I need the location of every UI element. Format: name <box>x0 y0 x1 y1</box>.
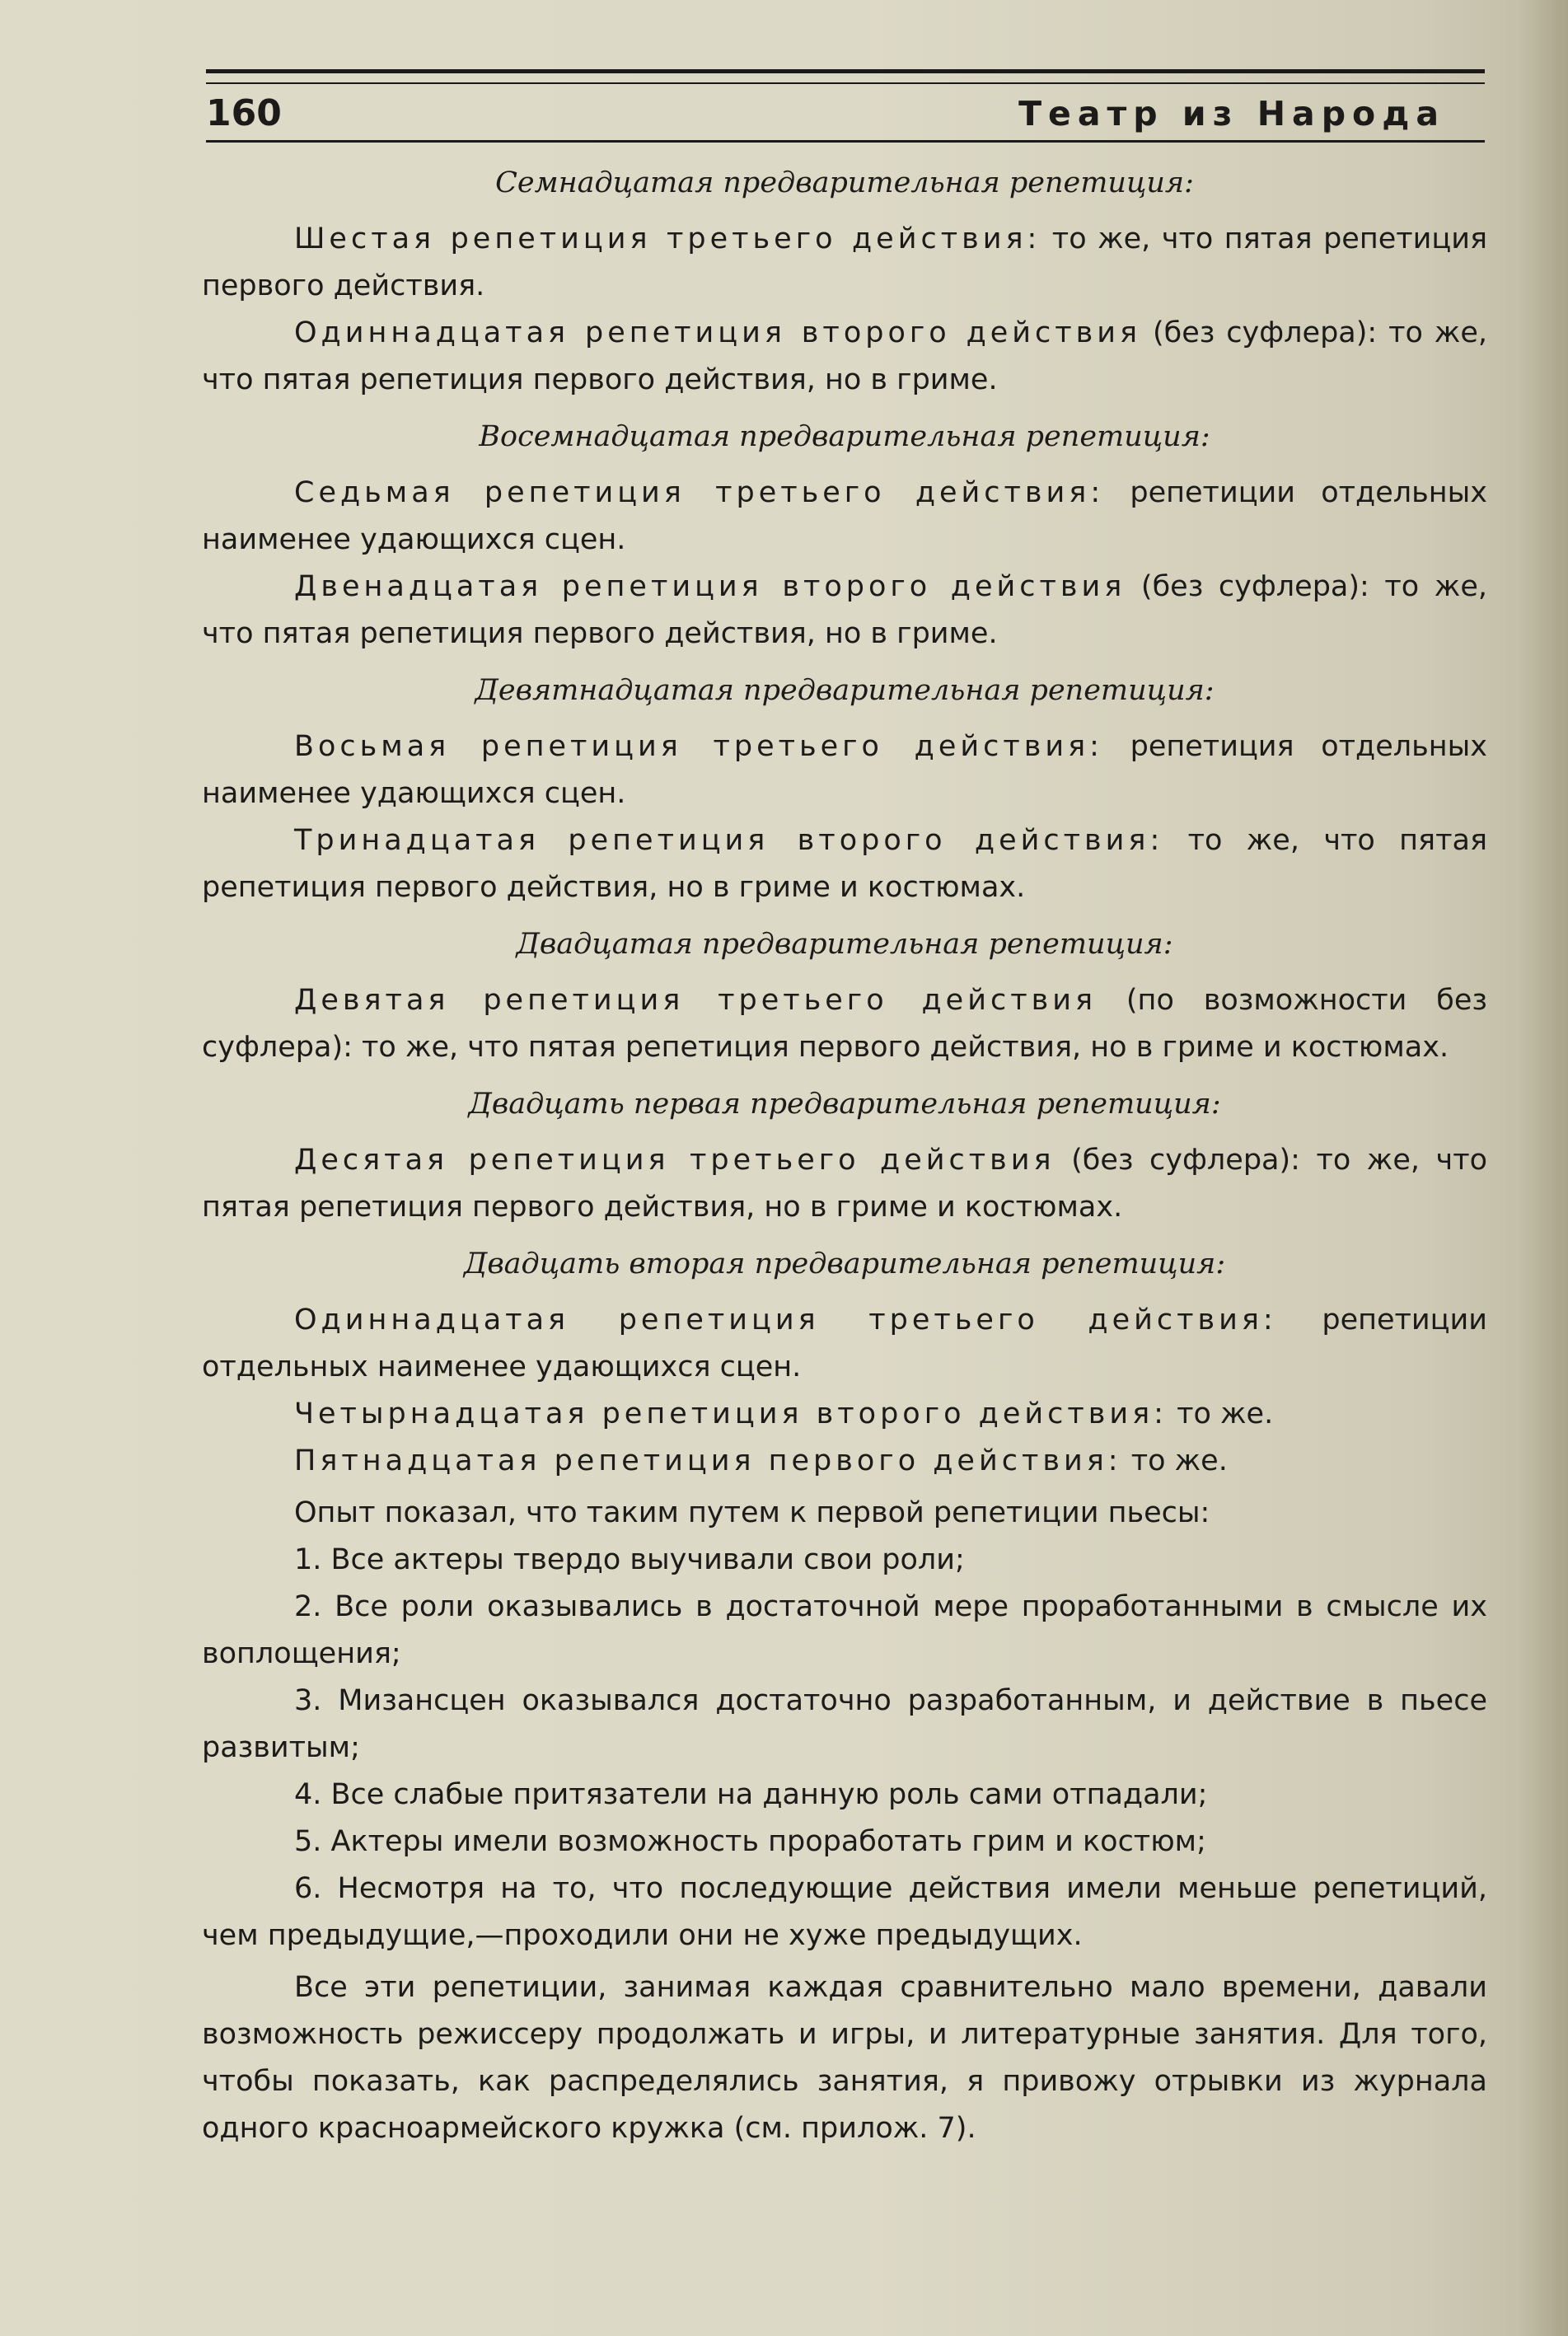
paragraph-lead: Восьмая репетиция третьего действия: <box>294 730 1103 763</box>
paragraph-lead: Десятая репетиция третьего действия <box>294 1144 1055 1177</box>
section-heading: Семнадцатая предварительная репетиция: <box>495 166 1194 199</box>
paragraph-lead: Пятнадцатая репетиция первого действия: <box>294 1444 1122 1477</box>
paragraph-lead: Четырнадцатая репетиция второго действия: <box>294 1397 1168 1430</box>
page-edge-shadow <box>1519 0 1568 2336</box>
paragraph-text: то же. <box>1121 1444 1228 1477</box>
closing-paragraph: Все эти репетиции, занимая каждая сравнительно мало времени, давали возможность режиссеру продолжать и игры, и литературные занятия. Для того, чтобы показать, как распределялись занятия, я привожу отрывки из журнала одного красноармейского кружка (см. прилож. 7). <box>202 1971 1487 2145</box>
list-item: 4. Все слабые притязатели на данную роль сами отпадали; <box>294 1778 1208 1811</box>
paragraph <box>202 817 1487 911</box>
paragraph <box>202 1137 1487 1231</box>
top-rule <box>206 69 1485 73</box>
paragraph-lead: Седьмая репетиция третьего действия: <box>294 476 1105 509</box>
paragraph <box>202 216 1487 310</box>
page-number: 160 <box>206 92 282 134</box>
paragraph-lead: Шестая репетиция третьего действия: <box>294 222 1041 255</box>
list-item: 5. Актеры имели возможность проработать грим и костюм; <box>294 1825 1206 1858</box>
top-rule-thin <box>206 82 1485 84</box>
running-title: Театр из Народа <box>1018 94 1445 133</box>
section-heading: Двадцать вторая предварительная репетиция: <box>463 1248 1226 1280</box>
paragraph-lead: Одиннадцатая репетиция третьего действия: <box>294 1304 1277 1337</box>
section-heading: Восемнадцатая предварительная репетиция: <box>479 420 1210 453</box>
conclusion-intro: Опыт показал, что таким путем к первой репетиции пьесы: <box>294 1496 1210 1529</box>
paragraph <box>202 1297 1487 1391</box>
list-item: 2. Все роли оказывались в достаточной мере проработанными в смысле их воплощения; <box>202 1590 1487 1670</box>
paragraph-text: репетиции отдельных наименее удающихся сцен. <box>202 1304 1487 1383</box>
paragraph-text: (без суфлера): то же, что пятая репетиция первого действия, но в гриме и костюмах. <box>202 1144 1487 1224</box>
list-item: 1. Все актеры твердо выучивали свои роли; <box>294 1543 965 1576</box>
paragraph <box>202 1438 1487 1485</box>
paragraph <box>202 723 1487 817</box>
paragraph-lead: Тринадцатая репетиция второго действия: <box>294 824 1164 857</box>
page-header <box>206 89 1485 138</box>
section-heading: Девятнадцатая предварительная репетиция: <box>475 674 1215 707</box>
paragraph-text: (без суфлера): то же, что пятая репетиция первого действия, но в гриме. <box>202 316 1487 396</box>
section-heading: Двадцатая предварительная репетиция: <box>516 928 1173 961</box>
section-heading: Двадцать первая предварительная репетиция: <box>468 1088 1221 1121</box>
list-item: 6. Несмотря на то, что последующие действия имели меньше репетиций, чем предыдущие,—проходили они не хуже предыдущих. <box>202 1872 1487 1952</box>
paragraph-text: (без суфлера): то же, что пятая репетиция первого действия, но в гриме. <box>202 570 1487 650</box>
paragraph-lead: Двенадцатая репетиция второго действия <box>294 570 1126 603</box>
paragraph-text: (по возможности без суфлера): то же, что пятая репетиция первого действия, но в гриме и костюмах. <box>202 984 1488 1064</box>
paragraph-text: то же, что пятая репетиция первого действия, но в гриме и костюмах. <box>202 824 1487 904</box>
paragraph <box>202 470 1487 564</box>
paragraph-text: репетиции отдельных наименее удающихся сцен. <box>202 476 1488 556</box>
list-item: 3. Мизансцен оказывался достаточно разработанным, и действие в пьесе развитым; <box>202 1684 1487 1764</box>
paragraph-lead: Девятая репетиция третьего действия <box>294 984 1098 1017</box>
paragraph-text: то же, что пятая репетиция первого действия. <box>202 222 1487 302</box>
header-rule <box>206 140 1485 143</box>
paragraph <box>202 564 1487 658</box>
paragraph <box>202 977 1487 1071</box>
paragraph <box>202 310 1487 404</box>
page-body <box>202 150 1487 2152</box>
paragraph-text: то же. <box>1167 1397 1274 1430</box>
paragraph-text: репетиция отдельных наименее удающихся сцен. <box>202 730 1487 810</box>
paragraph-lead: Одиннадцатая репетиция второго действия <box>294 316 1142 349</box>
paragraph <box>202 1391 1487 1438</box>
